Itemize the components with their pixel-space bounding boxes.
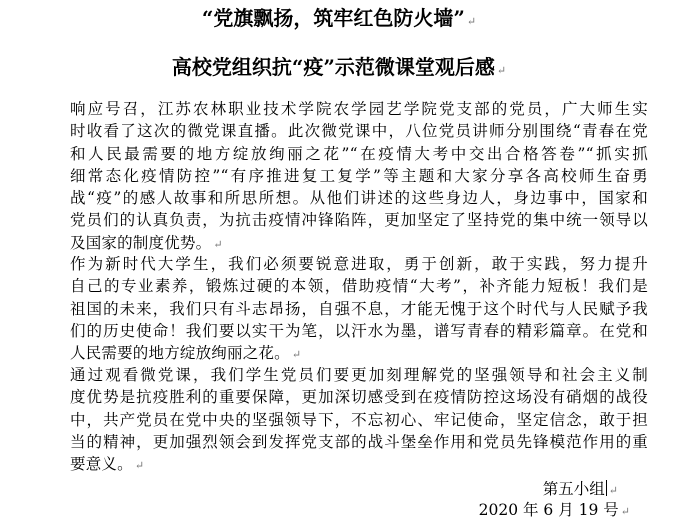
text-line-last (70, 342, 648, 366)
text-line: 作为新时代大学生，我们必须要锐意进取，勇于创新，敢于实践，努力提升 (70, 255, 648, 273)
signature-date-text: 2020 年 6 月 19 号 (478, 501, 619, 519)
text-line: 自己的专业素养，锻炼过硬的本领，借助疫情“大考”，补齐能力短板！我们是 (70, 277, 648, 296)
signature-date (479, 499, 630, 523)
text-line: 时收看了这次的微党课直播。此次微党课中，八位党员讲师分别围绕“青春在党 (70, 122, 648, 141)
text-line: 细常态化疫情防控”“有序推进复工复学”等主题和大家分享各高校师生奋勇 (70, 166, 648, 185)
paragraph-mark-icon: ↵ (134, 459, 145, 473)
text-line: 度优势是抗疫胜利的重要保障，更加深切感受到在疫情防控这场没有硝烟的战役 (70, 388, 648, 407)
text-line-content: 人民需要的地方绽放绚丽之花。 (70, 344, 290, 363)
document-title (0, 6, 678, 34)
text-line: 响应号召，江苏农林职业技术学院农学园艺学院党支部的党员，广大师生实 (70, 100, 648, 118)
signature-group-text: 第五小组 (542, 480, 605, 498)
paragraph-mark-icon: ↵ (620, 505, 630, 518)
text-line: 党员们的认真负责，为抗击疫情冲锋陷阵，更加坚定了坚持党的集中统一领导以 (70, 211, 648, 230)
paragraph-mark-icon: ↵ (291, 348, 302, 362)
text-line-content: 及国家的制度优势。 (70, 233, 212, 252)
paragraph-1 (70, 98, 648, 256)
text-line-last (70, 453, 648, 477)
text-line-content: 要意义。 (70, 455, 133, 474)
title-text: “党旗飘扬，筑牢红色防火墙” (201, 6, 465, 30)
paragraph-3 (70, 364, 648, 477)
text-line: 们的历史使命！我们要以实干为笔，以汗水为墨，谱写青春的精彩篇章。在党和 (70, 321, 648, 340)
document-subtitle (0, 55, 678, 83)
text-line: 通过观看微党课，我们学生党员们要更加刻理解党的坚强领导和社会主义制 (70, 366, 648, 384)
paragraph-mark-icon: ↵ (496, 64, 507, 77)
paragraph-mark-icon: ↵ (608, 484, 618, 497)
text-line: 中，共产党员在党中央的坚强领导下，不忘初心、牢记使命，坚定信念，敢于担 (70, 410, 648, 429)
paragraph-mark-icon: ↵ (213, 237, 223, 251)
paragraph-2 (70, 253, 648, 366)
text-cursor-icon[interactable] (606, 480, 607, 496)
text-line: 祖国的未来，我们只有斗志昂扬，自强不息，才能无愧于这个时代与人民赋予我 (70, 299, 648, 318)
text-line: 战“疫”的感人故事和所思所想。从他们讲述的这些身边人，身边事中，国家和 (70, 189, 648, 208)
text-line: 当的精神，更加强烈领会到发挥党支部的战斗堡垒作用和党员先锋模范作用的重 (70, 432, 648, 451)
subtitle-text: 高校党组织抗“疫”示范微课堂观后感 (171, 55, 495, 79)
paragraph-mark-icon: ↵ (466, 15, 477, 28)
text-line: 和人民最需要的地方绽放绚丽之花”“在疫情大考中交出合格答卷”“抓实抓 (70, 144, 648, 163)
